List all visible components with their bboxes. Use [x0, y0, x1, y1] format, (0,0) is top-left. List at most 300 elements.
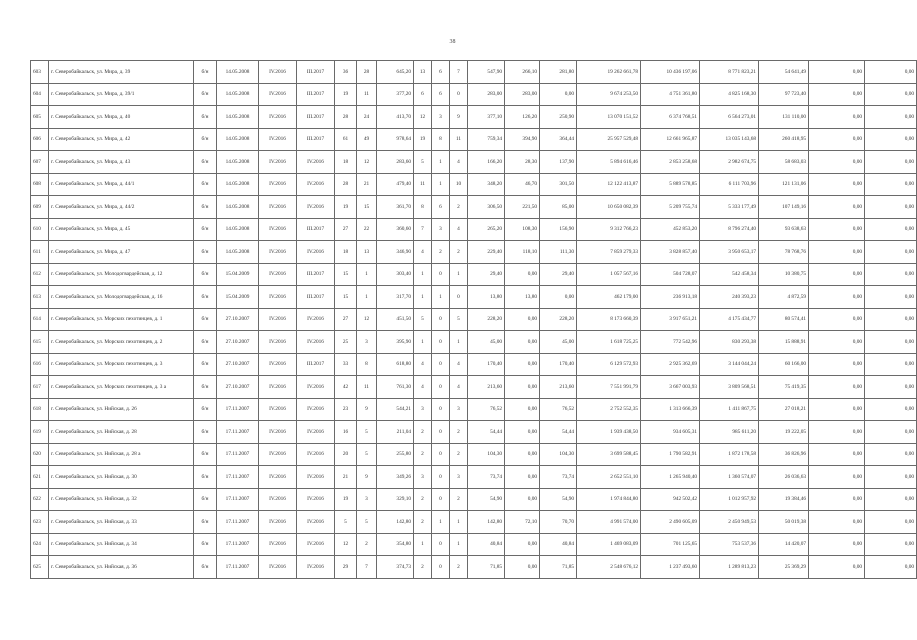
units-total-cell: 8	[414, 196, 432, 219]
units-private-cell: 0	[432, 331, 450, 354]
area-private-cell: 0,00	[505, 466, 540, 489]
cost-total-cell: 7 551 991,79	[577, 376, 641, 399]
cost-extra-cell: 0,00	[865, 241, 917, 264]
area-private-cell: 108,30	[505, 218, 540, 241]
address-cell: г. Северобайкальск, ул. Морских пехотинцев, д. 1	[49, 308, 194, 331]
area-private-cell: 266,10	[505, 61, 540, 84]
recognition-date-cell: 17.11.2007	[217, 556, 259, 579]
cost-regional-cell: 3 950 653,17	[700, 241, 759, 264]
area-total-cell: 45,00	[468, 331, 505, 354]
recognition-date-cell: 14.05.2008	[217, 83, 259, 106]
cost-total-cell: 2 548 676,12	[577, 556, 641, 579]
cost-extra-cell: 0,00	[865, 533, 917, 556]
area-municipal-cell: 54,44	[540, 421, 577, 444]
cost-total-cell: 8 173 660,39	[577, 308, 641, 331]
row-number-cell: 623	[31, 511, 49, 534]
cost-other-cell: 0,00	[809, 106, 865, 129]
cost-fund-cell: 2 490 605,09	[641, 511, 700, 534]
cost-extra-cell: 0,00	[865, 376, 917, 399]
total-area-cell: 303,40	[377, 263, 414, 286]
row-number-cell: 613	[31, 286, 49, 309]
address-cell: г. Северобайкальск, ул. Нийская, д. 33	[49, 511, 194, 534]
table-row	[31, 511, 917, 534]
residents-total-cell: 21	[335, 466, 357, 489]
cost-other-cell: 0,00	[809, 353, 865, 376]
area-private-cell: 0,00	[505, 353, 540, 376]
document-number-cell: б/н	[194, 488, 217, 511]
area-private-cell: 221,50	[505, 196, 540, 219]
planned-quarter-cell: IV.2016	[259, 488, 297, 511]
recognition-date-cell: 14.05.2008	[217, 173, 259, 196]
area-total-cell: 547,90	[468, 61, 505, 84]
planned-quarter-cell: IV.2016	[259, 128, 297, 151]
table-row	[31, 556, 917, 579]
recognition-date-cell: 14.05.2008	[217, 106, 259, 129]
row-number-cell: 605	[31, 106, 49, 129]
residents-total-cell: 16	[335, 421, 357, 444]
cost-extra-cell: 0,00	[865, 286, 917, 309]
planned-quarter-cell: IV.2016	[259, 61, 297, 84]
area-private-cell: 28,30	[505, 151, 540, 174]
cost-local-cell: 58 683,03	[759, 151, 809, 174]
residents-relocated-cell: 5	[357, 443, 377, 466]
units-municipal-cell: 7	[450, 61, 468, 84]
cost-other-cell: 0,00	[809, 151, 865, 174]
actual-quarter-cell: IV.2016	[297, 398, 335, 421]
document-number-cell: б/н	[194, 353, 217, 376]
residents-total-cell: 12	[335, 533, 357, 556]
cost-fund-cell: 6 374 768,51	[641, 106, 700, 129]
units-private-cell: 6	[432, 61, 450, 84]
cost-other-cell: 0,00	[809, 218, 865, 241]
document-number-cell: б/н	[194, 173, 217, 196]
cost-local-cell: 121 131,06	[759, 173, 809, 196]
residents-total-cell: 20	[335, 443, 357, 466]
document-number-cell: б/н	[194, 286, 217, 309]
units-private-cell: 1	[432, 173, 450, 196]
area-total-cell: 348,20	[468, 173, 505, 196]
recognition-date-cell: 15.04.2009	[217, 286, 259, 309]
row-number-cell: 625	[31, 556, 49, 579]
units-total-cell: 2	[414, 443, 432, 466]
row-number-cell: 618	[31, 398, 49, 421]
residents-total-cell: 5	[335, 511, 357, 534]
address-cell: г. Северобайкальск, ул. Мира, д. 42	[49, 128, 194, 151]
residents-relocated-cell: 11	[357, 376, 377, 399]
units-private-cell: 8	[432, 128, 450, 151]
area-total-cell: 29,40	[468, 263, 505, 286]
document-number-cell: б/н	[194, 533, 217, 556]
area-private-cell: 0,00	[505, 488, 540, 511]
units-municipal-cell: 5	[450, 308, 468, 331]
residents-relocated-cell: 13	[357, 241, 377, 264]
area-private-cell: 0,00	[505, 263, 540, 286]
cost-extra-cell: 0,00	[865, 331, 917, 354]
row-number-cell: 621	[31, 466, 49, 489]
units-municipal-cell: 4	[450, 151, 468, 174]
residents-relocated-cell: 9	[357, 398, 377, 421]
row-number-cell: 617	[31, 376, 49, 399]
row-number-cell: 616	[31, 353, 49, 376]
table-row	[31, 151, 917, 174]
residents-relocated-cell: 15	[357, 196, 377, 219]
area-private-cell: 46,70	[505, 173, 540, 196]
planned-quarter-cell: IV.2016	[259, 151, 297, 174]
area-municipal-cell: 364,44	[540, 128, 577, 151]
area-total-cell: 283,00	[468, 83, 505, 106]
cost-local-cell: 36 826,96	[759, 443, 809, 466]
cost-fund-cell: 5 889 578,85	[641, 173, 700, 196]
cost-regional-cell: 542 458,34	[700, 263, 759, 286]
row-number-cell: 606	[31, 128, 49, 151]
area-private-cell: 72,10	[505, 511, 540, 534]
cost-extra-cell: 0,00	[865, 151, 917, 174]
units-private-cell: 0	[432, 533, 450, 556]
units-municipal-cell: 2	[450, 556, 468, 579]
actual-quarter-cell: III.2017	[297, 128, 335, 151]
units-total-cell: 5	[414, 308, 432, 331]
area-municipal-cell: 250,90	[540, 106, 577, 129]
area-municipal-cell: 213,60	[540, 376, 577, 399]
units-municipal-cell: 4	[450, 376, 468, 399]
area-municipal-cell: 54,90	[540, 488, 577, 511]
total-area-cell: 360,60	[377, 218, 414, 241]
cost-regional-cell: 8 796 274,40	[700, 218, 759, 241]
recognition-date-cell: 15.04.2009	[217, 263, 259, 286]
cost-local-cell: 107 149,16	[759, 196, 809, 219]
cost-extra-cell: 0,00	[865, 61, 917, 84]
residents-relocated-cell: 5	[357, 421, 377, 444]
cost-fund-cell: 452 853,20	[641, 218, 700, 241]
units-municipal-cell: 1	[450, 263, 468, 286]
row-number-cell: 609	[31, 196, 49, 219]
area-total-cell: 306,50	[468, 196, 505, 219]
cost-fund-cell: 1 790 582,91	[641, 443, 700, 466]
units-total-cell: 5	[414, 151, 432, 174]
cost-other-cell: 0,00	[809, 443, 865, 466]
row-number-cell: 604	[31, 83, 49, 106]
address-cell: г. Северобайкальск, ул. Морских пехотинцев, д. 2	[49, 331, 194, 354]
area-private-cell: 0,00	[505, 421, 540, 444]
residents-total-cell: 28	[335, 173, 357, 196]
planned-quarter-cell: IV.2016	[259, 241, 297, 264]
area-total-cell: 213,60	[468, 376, 505, 399]
residents-total-cell: 19	[335, 488, 357, 511]
actual-quarter-cell: IV.2016	[297, 173, 335, 196]
table-row	[31, 128, 917, 151]
area-total-cell: 54,44	[468, 421, 505, 444]
document-number-cell: б/н	[194, 331, 217, 354]
cost-total-cell: 5 894 616,46	[577, 151, 641, 174]
residents-total-cell: 27	[335, 218, 357, 241]
total-area-cell: 413,70	[377, 106, 414, 129]
cost-regional-cell: 6 111 703,96	[700, 173, 759, 196]
cost-other-cell: 0,00	[809, 398, 865, 421]
cost-extra-cell: 0,00	[865, 421, 917, 444]
document-number-cell: б/н	[194, 61, 217, 84]
address-cell: г. Северобайкальск, ул. Мира, д. 45	[49, 218, 194, 241]
recognition-date-cell: 17.11.2007	[217, 533, 259, 556]
area-municipal-cell: 170,40	[540, 353, 577, 376]
units-municipal-cell: 9	[450, 106, 468, 129]
units-municipal-cell: 3	[450, 398, 468, 421]
area-private-cell: 394,90	[505, 128, 540, 151]
cost-total-cell: 1 057 567,16	[577, 263, 641, 286]
area-total-cell: 71,85	[468, 556, 505, 579]
row-number-cell: 612	[31, 263, 49, 286]
units-municipal-cell: 11	[450, 128, 468, 151]
address-cell: г. Северобайкальск, ул. Мира, д. 44/1	[49, 173, 194, 196]
residents-total-cell: 61	[335, 128, 357, 151]
row-number-cell: 608	[31, 173, 49, 196]
recognition-date-cell: 17.11.2007	[217, 488, 259, 511]
area-municipal-cell: 40,84	[540, 533, 577, 556]
units-municipal-cell: 0	[450, 83, 468, 106]
units-municipal-cell: 1	[450, 331, 468, 354]
planned-quarter-cell: IV.2016	[259, 173, 297, 196]
row-number-cell: 603	[31, 61, 49, 84]
cost-total-cell: 13 070 151,52	[577, 106, 641, 129]
area-private-cell: 0,00	[505, 443, 540, 466]
total-area-cell: 618,80	[377, 353, 414, 376]
cost-other-cell: 0,00	[809, 128, 865, 151]
cost-local-cell: 93 638,63	[759, 218, 809, 241]
area-total-cell: 76,52	[468, 398, 505, 421]
cost-local-cell: 26 036,63	[759, 466, 809, 489]
total-area-cell: 374,73	[377, 556, 414, 579]
area-municipal-cell: 137,90	[540, 151, 577, 174]
area-private-cell: 0,00	[505, 331, 540, 354]
units-private-cell: 0	[432, 376, 450, 399]
row-number-cell: 619	[31, 421, 49, 444]
cost-other-cell: 0,00	[809, 61, 865, 84]
area-private-cell: 0,00	[505, 556, 540, 579]
cost-extra-cell: 0,00	[865, 488, 917, 511]
cost-fund-cell: 2 925 362,69	[641, 353, 700, 376]
cost-extra-cell: 0,00	[865, 353, 917, 376]
area-private-cell: 283,00	[505, 83, 540, 106]
table-row	[31, 173, 917, 196]
total-area-cell: 479,40	[377, 173, 414, 196]
cost-total-cell: 19 262 661,78	[577, 61, 641, 84]
recognition-date-cell: 17.11.2007	[217, 398, 259, 421]
recognition-date-cell: 17.11.2007	[217, 511, 259, 534]
area-municipal-cell: 104,30	[540, 443, 577, 466]
area-total-cell: 759,34	[468, 128, 505, 151]
residents-relocated-cell: 22	[357, 218, 377, 241]
actual-quarter-cell: III.2017	[297, 353, 335, 376]
cost-total-cell: 3 699 588,45	[577, 443, 641, 466]
planned-quarter-cell: IV.2016	[259, 353, 297, 376]
units-total-cell: 4	[414, 241, 432, 264]
row-number-cell: 622	[31, 488, 49, 511]
cost-total-cell: 9 312 766,23	[577, 218, 641, 241]
units-private-cell: 0	[432, 488, 450, 511]
recognition-date-cell: 14.05.2008	[217, 218, 259, 241]
cost-local-cell: 54 641,49	[759, 61, 809, 84]
residents-relocated-cell: 24	[357, 106, 377, 129]
total-area-cell: 544,21	[377, 398, 414, 421]
actual-quarter-cell: III.2017	[297, 61, 335, 84]
cost-extra-cell: 0,00	[865, 106, 917, 129]
address-cell: г. Северобайкальск, ул. Мира, д. 39/1	[49, 83, 194, 106]
residents-total-cell: 27	[335, 308, 357, 331]
cost-extra-cell: 0,00	[865, 173, 917, 196]
residents-relocated-cell: 3	[357, 488, 377, 511]
row-number-cell: 607	[31, 151, 49, 174]
cost-fund-cell: 3 667 003,93	[641, 376, 700, 399]
units-total-cell: 2	[414, 556, 432, 579]
cost-local-cell: 10 380,75	[759, 263, 809, 286]
actual-quarter-cell: IV.2016	[297, 376, 335, 399]
cost-fund-cell: 772 542,96	[641, 331, 700, 354]
area-municipal-cell: 45,00	[540, 331, 577, 354]
actual-quarter-cell: IV.2016	[297, 556, 335, 579]
cost-total-cell: 1 618 725,25	[577, 331, 641, 354]
total-area-cell: 317,70	[377, 286, 414, 309]
area-total-cell: 377,10	[468, 106, 505, 129]
cost-total-cell: 462 179,00	[577, 286, 641, 309]
cost-fund-cell: 236 913,18	[641, 286, 700, 309]
area-private-cell: 0,00	[505, 308, 540, 331]
area-municipal-cell: 73,74	[540, 466, 577, 489]
units-private-cell: 1	[432, 151, 450, 174]
cost-local-cell: 25 369,29	[759, 556, 809, 579]
total-area-cell: 395,90	[377, 331, 414, 354]
address-cell: г. Северобайкальск, ул. Нийская, д. 36	[49, 556, 194, 579]
cost-fund-cell: 1 237 493,60	[641, 556, 700, 579]
cost-regional-cell: 1 872 178,58	[700, 443, 759, 466]
cost-fund-cell: 1 313 666,39	[641, 398, 700, 421]
table-row	[31, 263, 917, 286]
area-total-cell: 229,40	[468, 241, 505, 264]
address-cell: г. Северобайкальск, ул. Мира, д. 40	[49, 106, 194, 129]
recognition-date-cell: 27.10.2007	[217, 331, 259, 354]
area-municipal-cell: 29,40	[540, 263, 577, 286]
residents-relocated-cell: 5	[357, 511, 377, 534]
planned-quarter-cell: IV.2016	[259, 286, 297, 309]
units-municipal-cell: 4	[450, 353, 468, 376]
address-cell: г. Северобайкальск, ул. Морских пехотинцев, д. 3 а	[49, 376, 194, 399]
table-row	[31, 353, 917, 376]
address-cell: г. Северобайкальск, ул. Морских пехотинцев, д. 3	[49, 353, 194, 376]
residents-relocated-cell: 11	[357, 83, 377, 106]
residents-total-cell: 29	[335, 556, 357, 579]
cost-regional-cell: 1 411 867,75	[700, 398, 759, 421]
units-total-cell: 6	[414, 83, 432, 106]
cost-regional-cell: 1 012 957,92	[700, 488, 759, 511]
table-row	[31, 83, 917, 106]
units-total-cell: 1	[414, 533, 432, 556]
units-total-cell: 4	[414, 353, 432, 376]
planned-quarter-cell: IV.2016	[259, 83, 297, 106]
housing-registry-table	[30, 60, 917, 579]
cost-local-cell: 27 018,21	[759, 398, 809, 421]
area-municipal-cell: 70,70	[540, 511, 577, 534]
units-municipal-cell: 4	[450, 218, 468, 241]
cost-local-cell: 19 222,05	[759, 421, 809, 444]
cost-total-cell: 12 122 413,87	[577, 173, 641, 196]
cost-fund-cell: 1 265 940,40	[641, 466, 700, 489]
actual-quarter-cell: IV.2016	[297, 466, 335, 489]
recognition-date-cell: 27.10.2007	[217, 308, 259, 331]
cost-extra-cell: 0,00	[865, 218, 917, 241]
units-total-cell: 3	[414, 398, 432, 421]
residents-relocated-cell: 3	[357, 331, 377, 354]
total-area-cell: 283,60	[377, 151, 414, 174]
cost-extra-cell: 0,00	[865, 556, 917, 579]
units-municipal-cell: 10	[450, 173, 468, 196]
document-number-cell: б/н	[194, 466, 217, 489]
table-row	[31, 218, 917, 241]
total-area-cell: 255,80	[377, 443, 414, 466]
units-total-cell: 1	[414, 286, 432, 309]
cost-regional-cell: 2 982 674,75	[700, 151, 759, 174]
cost-total-cell: 4 991 574,00	[577, 511, 641, 534]
units-total-cell: 2	[414, 488, 432, 511]
area-total-cell: 104,30	[468, 443, 505, 466]
table-row	[31, 376, 917, 399]
residents-total-cell: 19	[335, 196, 357, 219]
total-area-cell: 349,26	[377, 466, 414, 489]
cost-regional-cell: 5 333 177,49	[700, 196, 759, 219]
cost-regional-cell: 4 825 168,30	[700, 83, 759, 106]
cost-other-cell: 0,00	[809, 308, 865, 331]
units-private-cell: 0	[432, 353, 450, 376]
address-cell: г. Северобайкальск, ул. Мира, д. 44/2	[49, 196, 194, 219]
residents-total-cell: 18	[335, 241, 357, 264]
recognition-date-cell: 17.11.2007	[217, 443, 259, 466]
area-private-cell: 0,00	[505, 376, 540, 399]
table-row	[31, 286, 917, 309]
residents-relocated-cell: 1	[357, 263, 377, 286]
recognition-date-cell: 14.05.2008	[217, 241, 259, 264]
area-private-cell: 0,00	[505, 533, 540, 556]
units-private-cell: 0	[432, 263, 450, 286]
cost-other-cell: 0,00	[809, 466, 865, 489]
area-private-cell: 0,00	[505, 398, 540, 421]
residents-total-cell: 18	[335, 151, 357, 174]
cost-local-cell: 80 574,41	[759, 308, 809, 331]
cost-other-cell: 0,00	[809, 511, 865, 534]
cost-extra-cell: 0,00	[865, 443, 917, 466]
planned-quarter-cell: IV.2016	[259, 421, 297, 444]
table-row	[31, 466, 917, 489]
planned-quarter-cell: IV.2016	[259, 218, 297, 241]
units-total-cell: 2	[414, 511, 432, 534]
cost-other-cell: 0,00	[809, 83, 865, 106]
cost-local-cell: 14 420,07	[759, 533, 809, 556]
residents-relocated-cell: 1	[357, 286, 377, 309]
planned-quarter-cell: IV.2016	[259, 106, 297, 129]
area-total-cell: 142,80	[468, 511, 505, 534]
table-row	[31, 533, 917, 556]
planned-quarter-cell: IV.2016	[259, 196, 297, 219]
area-municipal-cell: 76,52	[540, 398, 577, 421]
area-total-cell: 228,20	[468, 308, 505, 331]
cost-total-cell: 25 957 529,48	[577, 128, 641, 151]
residents-relocated-cell: 21	[357, 173, 377, 196]
residents-total-cell: 25	[335, 331, 357, 354]
document-number-cell: б/н	[194, 241, 217, 264]
row-number-cell: 620	[31, 443, 49, 466]
residents-total-cell: 36	[335, 61, 357, 84]
table-row	[31, 308, 917, 331]
cost-regional-cell: 1 360 574,07	[700, 466, 759, 489]
cost-local-cell: 60 166,00	[759, 353, 809, 376]
table-row	[31, 61, 917, 84]
actual-quarter-cell: IV.2016	[297, 241, 335, 264]
